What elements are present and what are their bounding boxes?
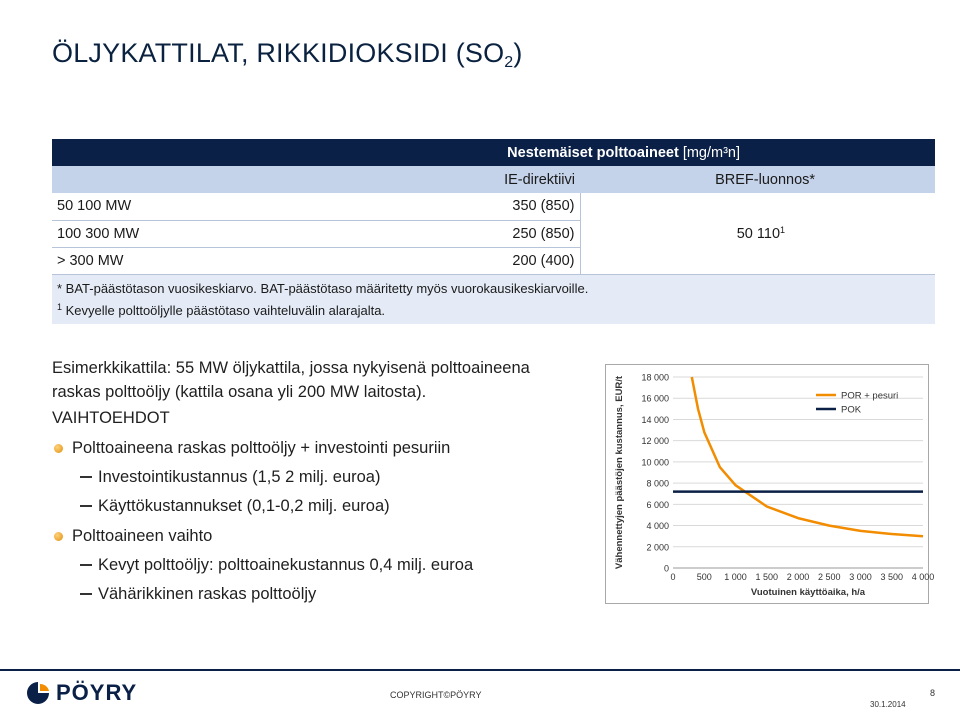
table-notes-row [52,274,935,324]
x-tick-label: 500 [696,572,712,582]
note-2-text: Kevyelle polttoöljylle päästötaso vaihteluvälin alarajalta. [62,302,386,318]
x-axis-label: Vuotuinen käyttöaika, h/a [750,587,866,598]
y-tick-label: 2 000 [646,542,669,553]
y-tick-label: 12 000 [641,436,669,447]
sub-item [52,494,562,518]
title-main: ÖLJYKATTILAT, RIKKIDIOKSIDI (SO [52,38,505,68]
dash-icon [80,505,92,507]
y-tick-label: 16 000 [641,393,669,404]
col-bref-header: BREF-luonnos* [580,166,935,193]
note-2-sup: 1 [57,301,63,312]
slide-title [52,38,523,72]
row-size: 100 300 MW [52,220,242,247]
x-tick-label: 3 500 [880,572,904,582]
row-ie: 350 (850) [242,193,580,220]
title-subscript: 2 [504,54,514,71]
bref-value: 50 110 [736,225,781,242]
y-tick-label: 18 000 [641,372,669,383]
x-tick-label: 1 500 [755,572,779,582]
bref-value-cell [580,193,935,274]
bullet-item [52,524,562,548]
sub-text: Kevyt polttoöljy: polttoainekustannus 0,4 milj. euroa [98,556,474,574]
sub-text: Käyttökustannukset (0,1-0,2 milj. euroa) [98,497,390,515]
sub-text: Investointikustannus (1,5 2 milj. euroa) [98,468,381,486]
alternatives-heading: VAIHTOEHDOT [52,409,170,427]
sub-item [52,553,562,577]
x-tick-label: 1 000 [724,572,747,582]
table-row [52,193,935,220]
bullet-text: Polttoaineena raskas polttoöljy + investointi pesuriin [72,439,451,457]
table-notes [52,274,935,324]
footer-date: 30.1.2014 [870,700,906,709]
sub-text: Vähärikkinen raskas polttoöljy [98,585,317,603]
emission-limits-table [52,139,935,324]
row-ie: 200 (400) [242,247,580,274]
y-tick-label: 14 000 [641,414,669,425]
x-tick-label: 4 000 [911,572,935,582]
note-2 [57,298,930,320]
row-size: 50 100 MW [52,193,242,220]
table-header-cell [52,139,935,166]
y-tick-label: 8 000 [646,478,669,489]
table-header-main: Nestemäiset polttoaineet [507,144,683,161]
dash-icon [80,564,92,566]
y-axis-label: Vähennettyjen päästöjen kustannus, EUR/t [614,375,625,570]
bref-sup: 1 [780,224,786,235]
legend-label: POR + pesuri [841,390,899,402]
dash-icon [80,476,92,478]
x-tick-label: 3 000 [849,572,872,582]
bullet-dot-icon [54,532,63,541]
row-ie: 250 (850) [242,220,580,247]
y-tick-label: 6 000 [646,499,669,510]
body-content [52,356,562,606]
col-ie-header: IE-direktiivi [242,166,580,193]
bullet-text: Polttoaineen vaihto [72,527,213,545]
row-size: > 300 MW [52,247,242,274]
title-close: ) [513,38,523,68]
y-tick-label: 4 000 [646,521,669,532]
bullet-item [52,436,562,460]
sub-item [52,582,562,606]
x-tick-label: 2 000 [786,572,810,582]
x-tick-label: 2 500 [817,572,841,582]
footer-divider [0,669,960,671]
note-1: * BAT-päästötason vuosikeskiarvo. BAT-päästötaso määritetty myös vuorokausikeskiarvoille. [57,280,589,296]
y-tick-label: 10 000 [641,457,669,468]
cost-chart [605,364,935,604]
dash-icon [80,593,92,595]
page-number: 8 [930,688,936,698]
table-subheader-row [52,166,935,193]
cost-chart-svg [606,365,935,603]
y-tick-label: 0 [663,563,669,574]
table-header-unit: [mg/m³n] [682,144,741,161]
poyry-logo-icon [22,680,54,706]
sub-item [52,465,562,489]
table-header-row [52,139,935,166]
subheader-empty [52,166,242,193]
copyright: COPYRIGHT©PÖYRY [390,690,482,700]
bullet-dot-icon [54,444,63,453]
x-tick-label: 0 [670,572,676,582]
poyry-logo-text: PÖYRY [56,680,138,705]
intro-text: Esimerkkikattila: 55 MW öljykattila, jossa nykyisenä polttoaineena raskas polttoöljy (kattila osana yli 200 MW laitosta). [52,359,530,401]
legend-label: POK [841,404,862,416]
